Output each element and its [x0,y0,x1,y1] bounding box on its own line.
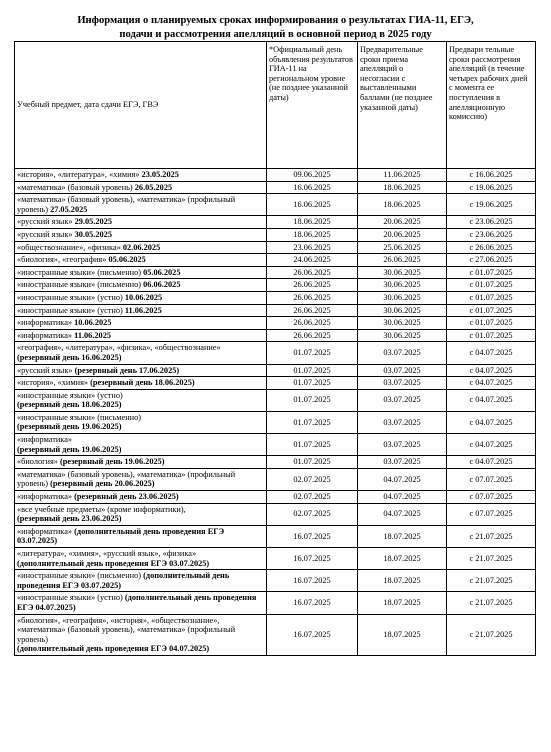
appeal-submit-cell: 30.06.2025 [358,317,447,330]
table-row [15,279,536,292]
exam-date: 11.06.2025 [74,330,112,340]
appeal-submit-cell: 18.07.2025 [358,570,447,592]
results-date-cell: 01.07.2025 [267,377,358,390]
appeal-review-cell: с 01.07.2025 [447,279,536,292]
title-line-1: Информация о планируемых сроках информирования о результатах ГИА-11, ЕГЭ, [77,15,474,26]
exam-date: 27.05.2025 [50,204,88,214]
results-date-cell: 16.07.2025 [267,525,358,547]
table-row [15,266,536,279]
subject-text: «история», «химия» [17,378,89,388]
results-date-cell: 01.07.2025 [267,434,358,456]
table-row [15,194,536,216]
header-row [15,42,536,169]
appeal-review-cell: с 04.07.2025 [447,389,536,411]
subject-text: «информатика» [17,318,73,328]
table-row [15,434,536,456]
subject-text: «иностранные языки» (устно) [17,593,123,603]
subject-text: «математика» (базовый уровень), «математика» (профильный уровень) [17,195,236,214]
schedule-table [14,41,536,656]
appeal-submit-cell: 20.06.2025 [358,216,447,229]
subject-text: «биология» [17,457,58,467]
appeal-review-cell: с 07.07.2025 [447,503,536,525]
results-date-cell: 26.06.2025 [267,329,358,342]
exam-date: 06.06.2025 [143,280,181,290]
exam-date: (резервный день 16.06.2025) [17,352,122,362]
table-row [15,548,536,570]
subject-text: «литература», «химия», «русский язык», «физика» [17,549,197,558]
results-date-cell: 09.06.2025 [267,169,358,182]
subject-cell [15,411,267,433]
exam-date: (дополнительный день проведения ЕГЭ 03.07.2025) [17,558,210,568]
appeal-review-cell: с 04.07.2025 [447,364,536,377]
appeal-submit-cell: 04.07.2025 [358,503,447,525]
subject-cell [15,169,267,182]
table-row [15,491,536,504]
subject-cell [15,456,267,469]
table-row [15,411,536,433]
appeal-submit-cell: 03.07.2025 [358,434,447,456]
appeal-review-cell: с 21.07.2025 [447,614,536,655]
subject-text: «иностранные языки» (письменно) [17,571,142,581]
table-row [15,503,536,525]
exam-date: 10.06.2025 [74,318,112,328]
subject-cell [15,434,267,456]
results-date-cell: 01.07.2025 [267,342,358,364]
subject-text: «русский язык» [17,229,73,239]
results-date-cell: 16.07.2025 [267,570,358,592]
subject-cell [15,491,267,504]
exam-date: (резервный день 18.06.2025) [90,378,195,388]
table-row [15,241,536,254]
table-body [15,169,536,656]
subject-cell [15,304,267,317]
results-date-cell: 01.07.2025 [267,456,358,469]
exam-date: (резервный день 20.06.2025) [50,479,155,489]
appeal-submit-cell: 03.07.2025 [358,411,447,433]
subject-cell [15,364,267,377]
appeal-review-cell: с 23.06.2025 [447,216,536,229]
results-date-cell: 26.06.2025 [267,304,358,317]
appeal-review-cell: с 16.06.2025 [447,169,536,182]
exam-date: 29.05.2025 [74,217,112,227]
results-date-cell: 23.06.2025 [267,241,358,254]
results-date-cell: 26.06.2025 [267,279,358,292]
subject-text: «география», «литература», «физика», «обществознание» [17,343,221,353]
table-row [15,228,536,241]
table-row [15,389,536,411]
table-row [15,525,536,547]
subject-text: «все учебные предметы» (кроме информатики), [17,504,186,514]
subject-text: «информатика» [17,435,73,445]
appeal-review-cell: с 23.06.2025 [447,228,536,241]
subject-cell [15,503,267,525]
exam-date: (резервный день 19.06.2025) [60,457,165,467]
appeal-submit-cell: 03.07.2025 [358,377,447,390]
exam-date: 26.05.2025 [134,182,173,192]
appeal-review-cell: с 01.07.2025 [447,317,536,330]
subject-cell [15,254,267,267]
subject-cell [15,194,267,216]
appeal-submit-cell: 30.06.2025 [358,329,447,342]
appeal-submit-cell: 18.07.2025 [358,614,447,655]
appeal-submit-cell: 18.06.2025 [358,194,447,216]
exam-date: (резервный день 23.06.2025) [74,492,179,502]
table-row [15,181,536,194]
appeal-submit-cell: 26.06.2025 [358,254,447,267]
table-row [15,468,536,490]
results-date-cell: 02.07.2025 [267,491,358,504]
header-results-date: *Официальный день объявления результатов ГИА-11 на региональном уровне (не позднее указанной даты) [267,42,358,169]
page-title [0,14,551,42]
results-date-cell: 01.07.2025 [267,389,358,411]
appeal-review-cell: с 04.07.2025 [447,456,536,469]
appeal-submit-cell: 11.06.2025 [358,169,447,182]
subject-cell [15,468,267,490]
subject-cell [15,592,267,614]
subject-text: «информатика» [17,330,73,340]
results-date-cell: 26.06.2025 [267,291,358,304]
appeal-submit-cell: 20.06.2025 [358,228,447,241]
header-appeal-review: Предвари тельные сроки рассмотрения апелляций (в течение четырех рабочих дней с момента ее поступления в апелляционную комиссию) [447,42,536,169]
table-row [15,254,536,267]
subject-text: «иностранные языки» (устно) [17,292,123,302]
table-row [15,317,536,330]
appeal-review-cell: с 19.06.2025 [447,194,536,216]
results-date-cell: 01.07.2025 [267,411,358,433]
exam-date: 11.06.2025 [124,305,162,315]
exam-date: 23.05.2025 [141,170,179,179]
appeal-submit-cell: 30.06.2025 [358,291,447,304]
subject-cell [15,525,267,547]
subject-cell [15,216,267,229]
appeal-review-cell: с 21.07.2025 [447,548,536,570]
header-appeal-submit: Предварительные сроки приема апелляций о несогласии с выставленными баллами (не позднее указанной даты) [358,42,447,169]
subject-cell [15,291,267,304]
table-row [15,456,536,469]
subject-cell [15,279,267,292]
appeal-review-cell: с 01.07.2025 [447,329,536,342]
table-row [15,342,536,364]
appeal-review-cell: с 07.07.2025 [447,491,536,504]
appeal-submit-cell: 18.07.2025 [358,592,447,614]
appeal-review-cell: с 27.06.2025 [447,254,536,267]
header-subject: Учебный предмет, дата сдачи ЕГЭ, ГВЭ [15,42,267,169]
results-date-cell: 24.06.2025 [267,254,358,267]
subject-text: «иностранные языки» (устно) [17,305,123,315]
appeal-submit-cell: 30.06.2025 [358,266,447,279]
subject-text: «математика» (базовый уровень), «математика» (профильный уровень) [17,469,236,489]
table-row [15,377,536,390]
exam-date: (дополнительный день проведения ЕГЭ 04.07.2025) [17,593,257,612]
appeal-review-cell: с 01.07.2025 [447,304,536,317]
table-row [15,570,536,592]
appeal-review-cell: с 21.07.2025 [447,570,536,592]
subject-cell [15,266,267,279]
subject-text: «иностранные языки» (письменно) [17,267,142,277]
appeal-submit-cell: 18.07.2025 [358,548,447,570]
title-line-2: подачи и рассмотрения апелляций в основной период в 2025 году [119,29,432,40]
appeal-submit-cell: 03.07.2025 [358,342,447,364]
subject-text: «история», «литература», «химия» [17,170,140,179]
results-date-cell: 16.07.2025 [267,592,358,614]
appeal-review-cell: с 07.07.2025 [447,468,536,490]
exam-date: (резервный день 18.06.2025) [17,400,122,410]
appeal-review-cell: с 19.06.2025 [447,181,536,194]
subject-cell [15,329,267,342]
results-date-cell: 26.06.2025 [267,266,358,279]
appeal-review-cell: с 21.07.2025 [447,525,536,547]
subject-text: «информатика» [17,492,73,502]
table-row [15,304,536,317]
exam-date: 05.06.2025 [108,255,146,265]
results-date-cell: 01.07.2025 [267,364,358,377]
table-row [15,592,536,614]
subject-text: «русский язык» [17,217,73,227]
appeal-review-cell: с 21.07.2025 [447,592,536,614]
subject-text: «математика» (базовый уровень) [17,182,133,192]
results-date-cell: 16.07.2025 [267,614,358,655]
table-row [15,614,536,655]
results-date-cell: 18.06.2025 [267,228,358,241]
subject-text: «биология», «география» [17,255,107,265]
subject-text: «обществознание», «физика» [17,242,121,252]
subject-cell [15,241,267,254]
exam-date: 30.05.2025 [74,229,112,239]
results-date-cell: 18.06.2025 [267,216,358,229]
subject-cell [15,614,267,655]
table-row [15,329,536,342]
table-row [15,291,536,304]
results-date-cell: 16.06.2025 [267,194,358,216]
appeal-submit-cell: 18.07.2025 [358,525,447,547]
subject-text: «иностранные языки» (письменно) [17,280,142,290]
exam-date: (дополнительный день проведения ЕГЭ 04.07.2025) [17,644,210,654]
subject-text: «иностранные языки» (устно) [17,390,123,400]
appeal-review-cell: с 04.07.2025 [447,411,536,433]
table-row [15,216,536,229]
exam-date: 10.06.2025 [124,292,163,302]
appeal-submit-cell: 18.06.2025 [358,181,447,194]
appeal-submit-cell: 03.07.2025 [358,456,447,469]
subject-cell [15,228,267,241]
appeal-review-cell: с 04.07.2025 [447,434,536,456]
appeal-submit-cell: 04.07.2025 [358,491,447,504]
appeal-submit-cell: 04.07.2025 [358,468,447,490]
results-date-cell: 02.07.2025 [267,468,358,490]
subject-cell [15,342,267,364]
subject-text: «информатика» [17,526,73,536]
subject-cell [15,389,267,411]
subject-text: «биология», «география», «история», «обществознание», «математика» (базовый уровень), «математика» (профильный уровень) [17,615,236,644]
subject-cell [15,317,267,330]
table-row [15,169,536,182]
exam-date: 02.06.2025 [122,242,161,252]
subject-text: «русский язык» [17,365,73,375]
exam-date: (дополнительный день проведения ЕГЭ 03.07.2025) [17,526,225,546]
appeal-review-cell: с 26.06.2025 [447,241,536,254]
subject-text: «иностранные языки» (письменно) [17,412,142,422]
results-date-cell: 16.07.2025 [267,548,358,570]
appeal-review-cell: с 01.07.2025 [447,291,536,304]
appeal-submit-cell: 03.07.2025 [358,389,447,411]
appeal-submit-cell: 30.06.2025 [358,304,447,317]
results-date-cell: 26.06.2025 [267,317,358,330]
subject-cell [15,181,267,194]
subject-cell [15,548,267,570]
exam-date: (дополнительный день проведения ЕГЭ 03.07.2025) [17,571,230,590]
appeal-review-cell: с 04.07.2025 [447,377,536,390]
results-date-cell: 02.07.2025 [267,503,358,525]
appeal-review-cell: с 04.07.2025 [447,342,536,364]
subject-cell [15,377,267,390]
appeal-review-cell: с 01.07.2025 [447,266,536,279]
results-date-cell: 16.06.2025 [267,181,358,194]
exam-date: (резервный день 19.06.2025) [17,444,122,454]
exam-date: (резервный день 23.06.2025) [17,514,122,524]
exam-date: (резервный день 17.06.2025) [74,365,180,375]
exam-date: (резервный день 19.06.2025) [17,422,122,432]
appeal-submit-cell: 25.06.2025 [358,241,447,254]
appeal-submit-cell: 30.06.2025 [358,279,447,292]
appeal-submit-cell: 03.07.2025 [358,364,447,377]
table-row [15,364,536,377]
exam-date: 05.06.2025 [143,267,181,277]
subject-cell [15,570,267,592]
